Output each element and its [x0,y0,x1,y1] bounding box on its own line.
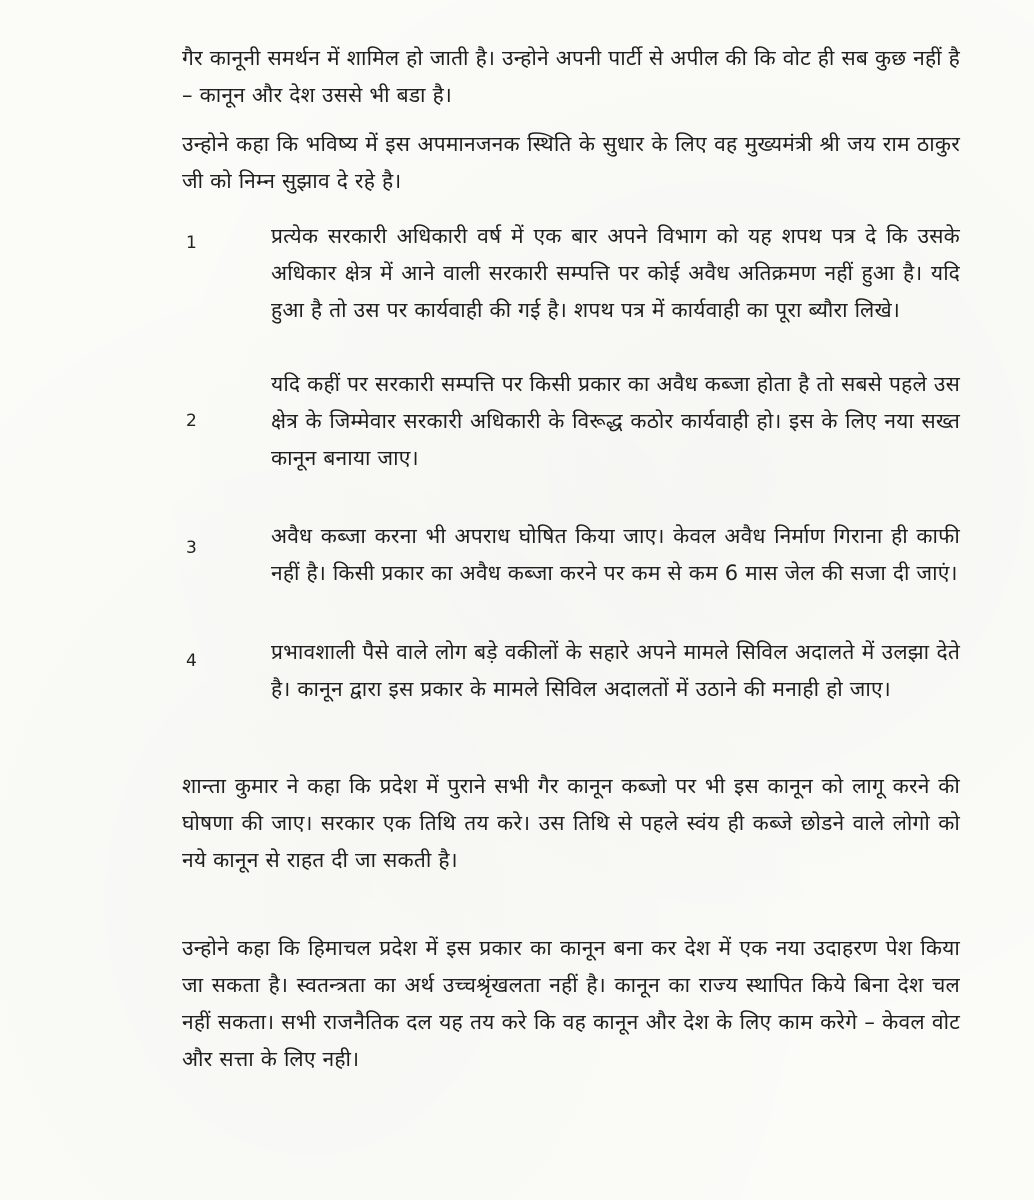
paragraph-shanta-kumar-statement: शान्ता कुमार ने कहा कि प्रदेश में पुराने सभी गैर कानून कब्जो पर भी इस कानून को लागू करने की घोषणा की जाए। सरकार एक तिथि तय करे। उस तिथि से पहले स्वंय ही कब्जे छोडने वाले लोगो को नये कानून से राहत दी जा सकती है। [182,774,960,872]
paragraph-closing: उन्होने कहा कि हिमाचल प्रदेश में इस प्रकार का कानून बना कर देश में एक नया उदाहरण पेश किया जा सकता है। स्वतन्त्रता का अर्थ उच्चश्रृंखलता नहीं है। कानून का राज्य स्थापित किये बिना देश चल नहीं सकता। सभी राजनैतिक दल यह तय करे कि वह कानून और देश के लिए काम करेगे – केवल वोट और सत्ता के लिए नही। [182,936,960,1071]
suggestion-text-2: यदि कहीं पर सरकारी सम्पत्ति पर किसी प्रकार का अवैध कब्जा होता है तो सबसे पहले उस क्षेत्र के जिम्मेवार सरकारी अधिकारी के विरूद्ध कठोर कार्यवाही हो। इस के लिए नया सख्त कानून बनाया जाए। [271,372,960,470]
suggestion-number-4: 4 [186,651,197,671]
suggestion-number-3: 3 [186,538,197,558]
suggestion-text-4: प्रभावशाली पैसे वाले लोग बड़े वकीलों के सहारे अपने मामले सिविल अदालते में उलझा देते है। कानून द्वारा इस प्रकार के मामले सिविल अदालतों में उठाने की मनाही हो जाए। [271,640,960,701]
paragraph-suggestions-intro: उन्होने कहा कि भविष्य में इस अपमानजनक स्थिति के सुधार के लिए वह मुख्यमंत्री श्री जय राम ठाकुर जी को निम्न सुझाव दे रहे है। [182,132,960,193]
suggestion-number-2: 2 [186,411,197,431]
suggestion-text-3: अवैध कब्जा करना भी अपराध घोषित किया जाए। केवल अवैध निर्माण गिराना ही काफी नहीं है। किसी प्रकार का अवैध कब्जा करने पर कम से कम 6 मास जेल की सजा दी जाएं। [271,524,960,585]
suggestion-number-1: 1 [186,233,197,253]
paragraph-opening: गैर कानूनी समर्थन में शामिल हो जाती है। उन्होने अपनी पार्टी से अपील की कि वोट ही सब कुछ नहीं है – कानून और देश उससे भी बडा है। [182,46,960,107]
suggestion-text-1: प्रत्येक सरकारी अधिकारी वर्ष में एक बार अपने विभाग को यह शपथ पत्र दे कि उसके अधिकार क्षेत्र में आने वाली सरकारी सम्पत्ति पर कोई अवैध अतिक्रमण नहीं हुआ है। यदि हुआ है तो उस पर कार्यवाही की गई है। शपथ पत्र में कार्यवाही का पूरा ब्यौरा लिखे। [271,224,960,322]
